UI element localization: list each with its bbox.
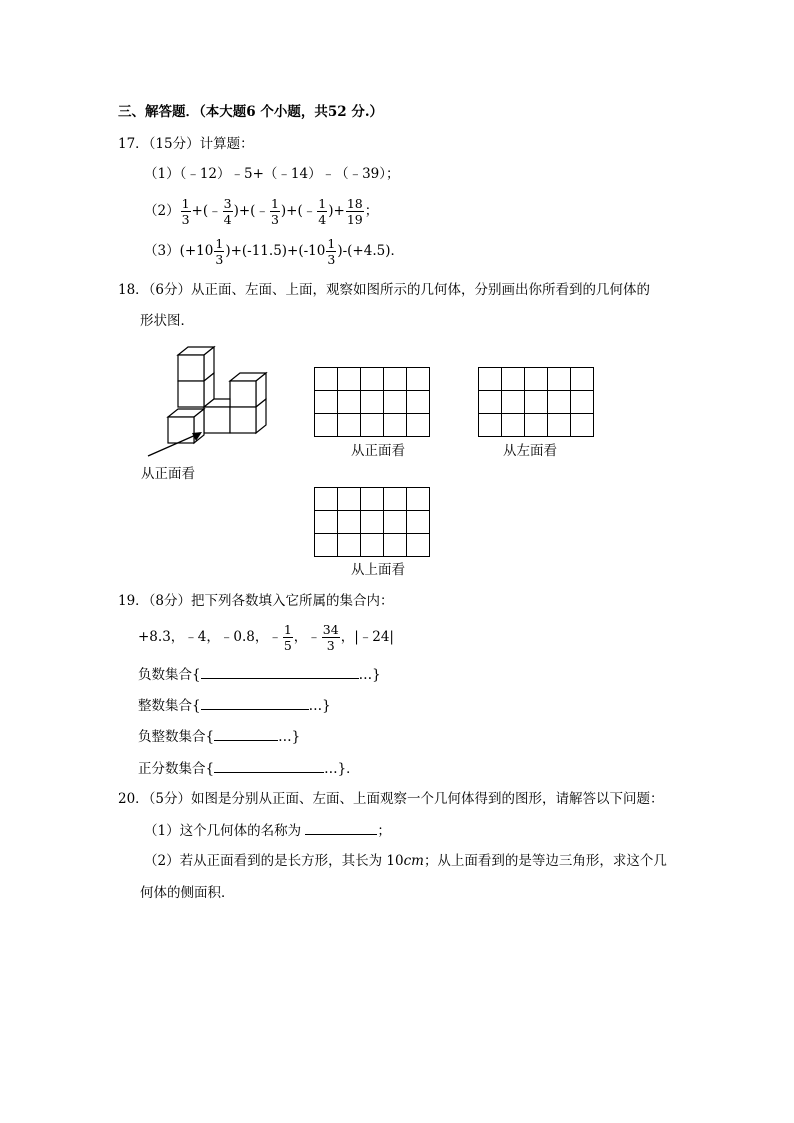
fraction: $\frac{1}{5}$: [283, 622, 292, 653]
q19-heading: 19．（8分）把下列各数填入它所属的集合内：: [118, 593, 394, 609]
section-title: 三、解答题．（本大题6 个小题，共52 分.）: [118, 104, 384, 120]
fraction: $\frac{34}{3}$: [322, 622, 339, 653]
set-negative: 负数集合{ …}: [138, 664, 381, 685]
fraction: $\frac{1}{3}$: [215, 236, 224, 267]
q17-heading: 17．（15分）计算题：: [118, 136, 254, 152]
grid-top-label: 从上面看: [351, 562, 405, 578]
q17-part2-label: （2）: [144, 203, 180, 219]
q17-part3: （3）(+10 $\frac{1}{3}$ )+(-11.5)+(-10 $\frac{1}{3}$ )-(+4.5)．: [144, 236, 404, 267]
q20-part2-cont: 何体的侧面积．: [140, 885, 235, 901]
answer-blank[interactable]: [214, 758, 324, 773]
grid-front-label: 从正面看: [351, 443, 405, 459]
set-negative-integer: 负整数集合{ …}: [138, 726, 300, 747]
grid-left-view: [478, 367, 594, 437]
q19-numbers: +8.3，﹣4，﹣0.8，﹣ $\frac{1}{5}$ ，﹣ $\frac{34}{3}$ ，|﹣24|: [138, 622, 394, 653]
answer-blank[interactable]: [201, 664, 359, 679]
fraction: $\frac{18}{19}$: [346, 196, 363, 227]
q20-part1: （1）这个几何体的名称为 ；: [144, 820, 391, 841]
fraction: $\frac{1}{4}$: [318, 196, 327, 227]
q17-part1: （1）（﹣12）﹣5+（﹣14）﹣（﹣39）；: [144, 166, 400, 182]
grid-top-view: [314, 487, 430, 557]
q18-heading-cont: 形状图．: [140, 313, 194, 329]
q20-part2: （2）若从正面看到的是长方形，其长为 10cm；从上面看到的是等边三角形，求这个几: [144, 853, 667, 869]
grid-front-view: [314, 367, 430, 437]
answer-blank[interactable]: [214, 726, 278, 741]
set-integer: 整数集合{ …}: [138, 695, 331, 716]
answer-blank[interactable]: [305, 820, 377, 835]
fraction: $\frac{1}{3}$: [181, 196, 190, 227]
q17-part2: （2） $\frac{1}{3}$ +(﹣ $\frac{3}{4}$ )+(﹣ $\frac{1}{3}$ )+(﹣ $\frac{1}{4}$ )+ $\frac{18}{19}$ ；: [144, 196, 379, 227]
q18-heading: 18．（6分）从正面、左面、上面，观察如图所示的几何体，分别画出你所看到的几何体的: [118, 282, 651, 298]
fraction: $\frac{1}{3}$: [327, 236, 336, 267]
fraction: $\frac{3}{4}$: [223, 196, 232, 227]
view-arrow-icon: [140, 412, 210, 462]
grid-left-label: 从左面看: [503, 443, 557, 459]
set-positive-fraction: 正分数集合{ …}．: [138, 758, 360, 779]
arrow-label: 从正面看: [141, 466, 195, 482]
answer-blank[interactable]: [201, 695, 309, 710]
q20-heading: 20．（5分）如图是分别从正面、左面、上面观察一个几何体得到的图形，请解答以下问题：: [118, 791, 664, 807]
fraction: $\frac{1}{3}$: [270, 196, 279, 227]
